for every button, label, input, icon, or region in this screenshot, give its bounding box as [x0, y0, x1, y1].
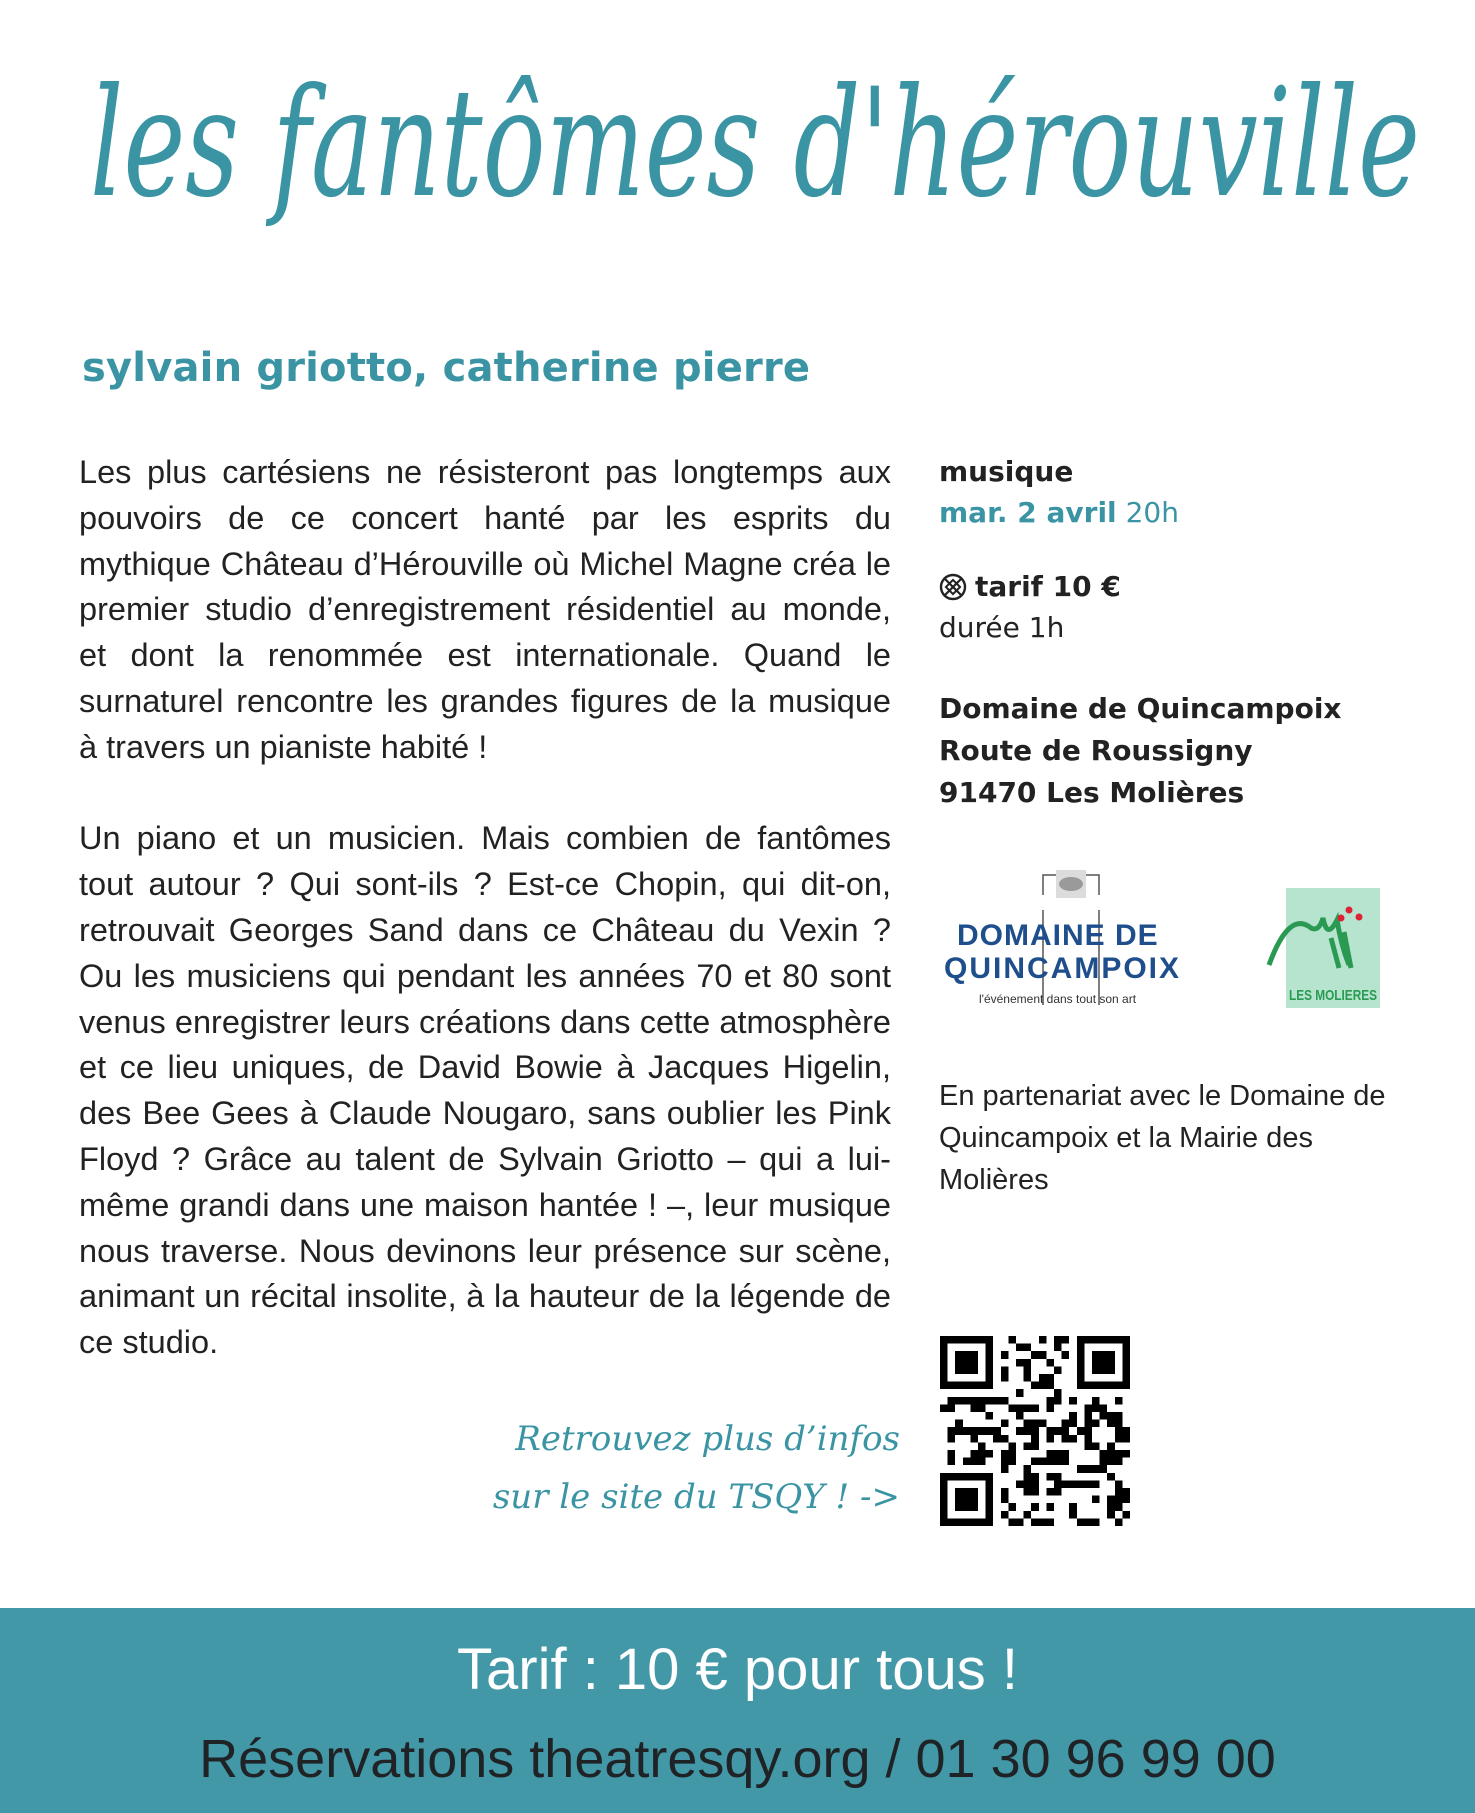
- show-title: [80, 40, 1440, 300]
- domaine-logo-tagline: l'événement dans tout son art: [979, 992, 1137, 1006]
- les-molieres-logo: [1269, 888, 1380, 1008]
- event-date: [939, 492, 1419, 534]
- molieres-logo-label: LES MOLIERES: [1289, 987, 1377, 1004]
- authors: sylvain griotto, catherine pierre: [82, 345, 811, 391]
- footer-reservations[interactable]: Réservations theatresqy.org / 01 30 96 99 00: [199, 1729, 1276, 1789]
- event-duration: durée 1h: [939, 611, 1065, 644]
- more-info-note: [380, 1410, 900, 1526]
- event-price-label: tarif 10 €: [975, 570, 1121, 603]
- event-price: [939, 566, 1419, 608]
- event-info: [939, 452, 1419, 814]
- event-category: musique: [939, 455, 1074, 488]
- address-line-1: Domaine de Quincampoix: [939, 692, 1342, 725]
- partnership-note: En partenariat avec le Domaine de Quincampoix et la Mairie des Molières: [939, 1080, 1386, 1196]
- footer-banner: [0, 1608, 1475, 1813]
- description-paragraph-2: Un piano et un musicien. Mais combien de fantômes tout autour ? Qui sont-ils ? Est-ce Chopin, qui dit-on, retrouvait Georges Sand dans ce Château du Vexin ? Ou les musiciens qui pendant les années 70 et 80 sont venus enregistrer leurs créations dans cette atmosphère et ce lieu uniques, de David Bowie à Jacques Higelin, des Bee Gees à Claude Nougaro, sans oublier les Pink Floyd ? Grâce au talent de Sylvain Griotto – qui a lui-même grandi dans une maison hantée ! –, leur musique nous traverse. Nous devinons leur présence sur scène, animant un récital insolite, à la hauteur de la légende de ce studio.: [79, 820, 891, 1361]
- domaine-logo-line2: QUINCAMPOIX: [944, 952, 1182, 985]
- ticket-icon: [939, 573, 967, 601]
- description-paragraph-1: Les plus cartésiens ne résisteront pas longtemps aux pouvoirs de ce concert hanté par les esprits du mythique Château d’Hérouville où Michel Magne créa le premier studio d’enregistrement résidentiel au monde, et dont la renommée est internationale. Quand le surnaturel rencontre les grandes figures de la musique à travers un pianiste habité !: [79, 454, 891, 765]
- description: [79, 450, 891, 1412]
- event-day: mar. 2 avril: [939, 496, 1117, 529]
- domaine-quincampoix-logo: [939, 870, 1389, 1020]
- partner-logos: [939, 870, 1389, 1020]
- show-title-script: [80, 40, 1440, 300]
- footer-price: Tarif : 10 € pour tous !: [457, 1637, 1018, 1702]
- more-info-line-2: sur le site du TSQY ! ->: [492, 1477, 900, 1517]
- show-title-text: les fantômes d'hérouville: [90, 57, 1420, 231]
- address-line-2: Route de Roussigny: [939, 734, 1253, 767]
- qr-code[interactable]: [940, 1336, 1130, 1526]
- more-info-line-1: Retrouvez plus d’infos: [515, 1419, 900, 1459]
- event-time: 20h: [1125, 496, 1179, 529]
- event-address: [939, 688, 1419, 814]
- address-line-3: 91470 Les Molières: [939, 776, 1245, 809]
- domaine-logo-line1: DOMAINE DE: [957, 919, 1159, 952]
